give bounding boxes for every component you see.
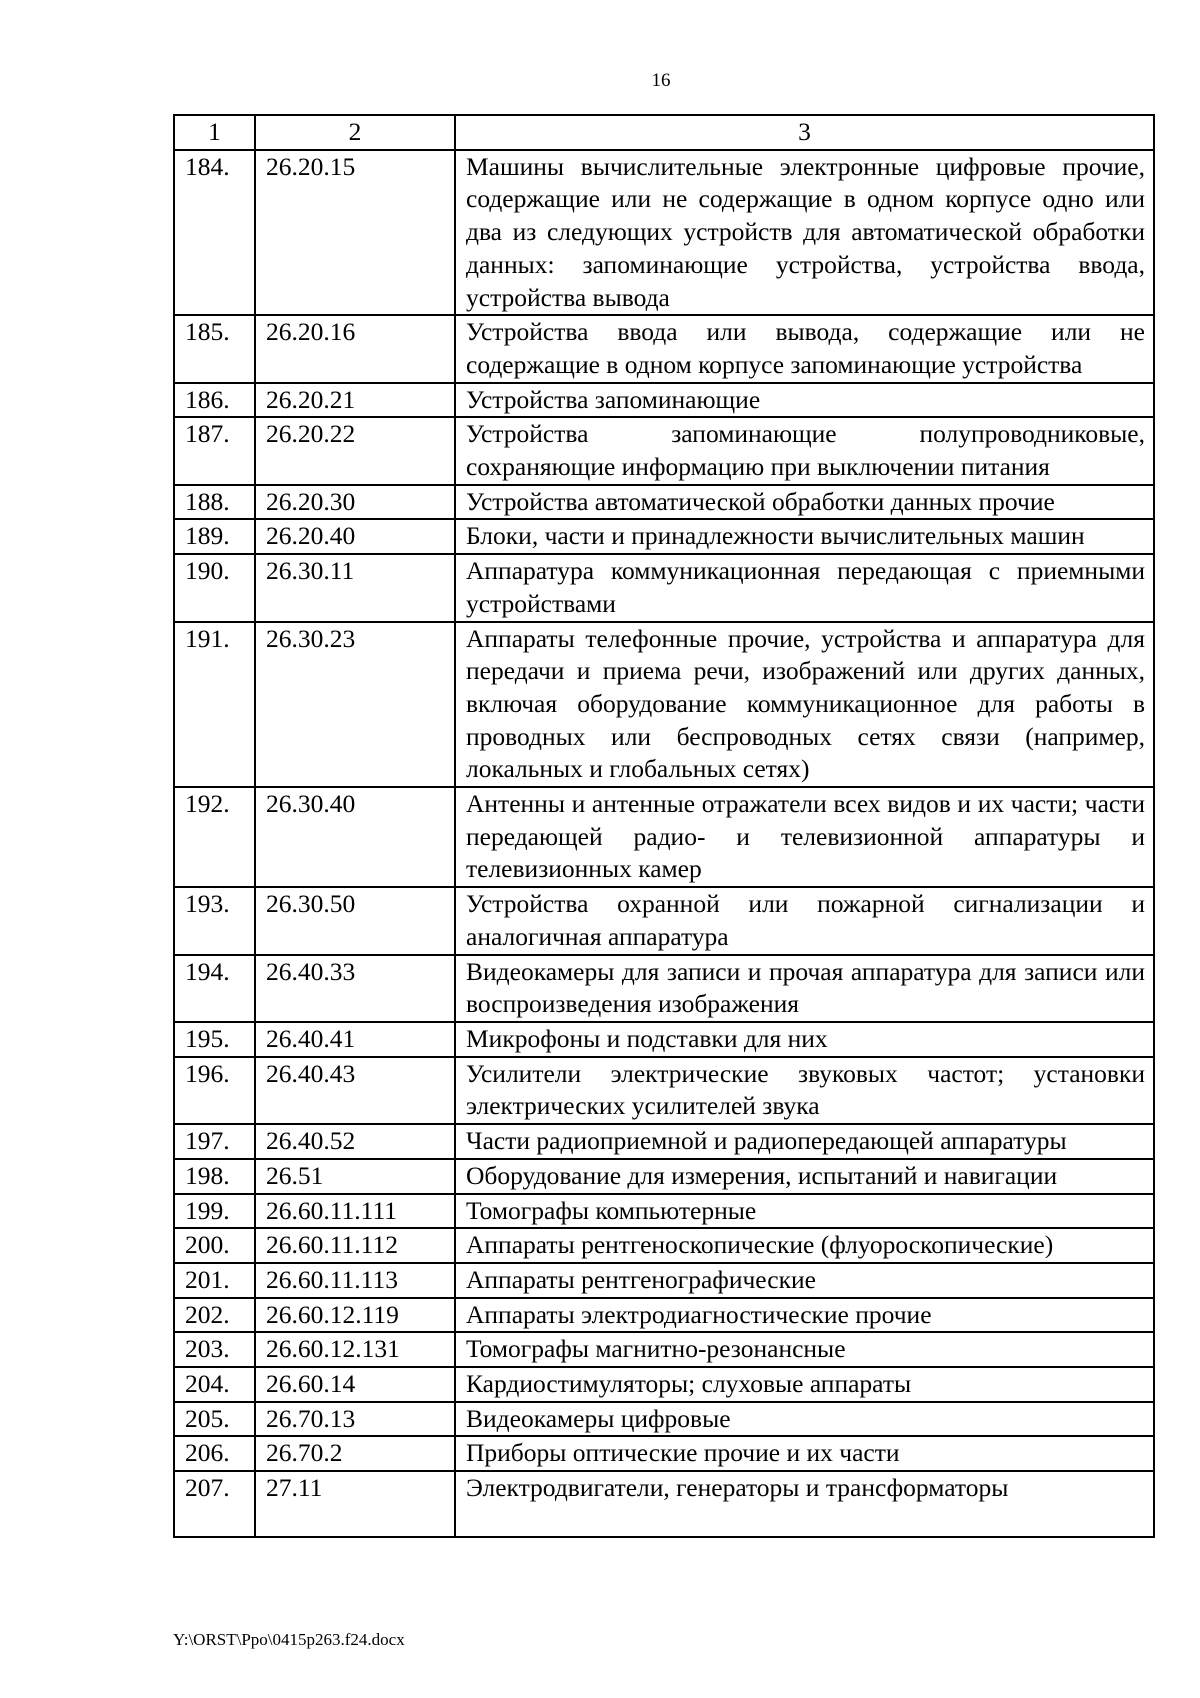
table-row bbox=[174, 150, 1154, 316]
row-code: 26.60.12.119 bbox=[255, 1298, 455, 1333]
table-row bbox=[174, 1057, 1154, 1124]
row-code: 26.20.40 bbox=[255, 519, 455, 554]
row-number: 195. bbox=[174, 1022, 255, 1057]
row-number: 201. bbox=[174, 1263, 255, 1298]
row-description: Устройства охранной или пожарной сигнализации и аналогичная аппаратура bbox=[455, 887, 1154, 954]
row-number: 184. bbox=[174, 150, 255, 316]
table-row bbox=[174, 383, 1154, 418]
row-description: Кардиостимуляторы; слуховые аппараты bbox=[455, 1367, 1154, 1402]
row-code: 26.40.52 bbox=[255, 1124, 455, 1159]
row-code: 26.70.2 bbox=[255, 1436, 455, 1471]
row-number: 193. bbox=[174, 887, 255, 954]
row-description: Части радиоприемной и радиопередающей аппаратуры bbox=[455, 1124, 1154, 1159]
row-description: Аппараты рентгеноскопические (флуороскопические) bbox=[455, 1228, 1154, 1263]
row-code: 26.51 bbox=[255, 1159, 455, 1194]
table-row bbox=[174, 955, 1154, 1022]
header-col-2: 2 bbox=[255, 115, 455, 150]
row-description: Аппаратура коммуникационная передающая с приемными устройствами bbox=[455, 554, 1154, 621]
table-row bbox=[174, 1298, 1154, 1333]
row-number: 203. bbox=[174, 1332, 255, 1367]
row-description: Видеокамеры для записи и прочая аппаратура для записи или воспроизведения изображения bbox=[455, 955, 1154, 1022]
row-code: 26.60.14 bbox=[255, 1367, 455, 1402]
row-code: 26.60.11.112 bbox=[255, 1228, 455, 1263]
table-row bbox=[174, 1436, 1154, 1471]
row-code: 26.40.33 bbox=[255, 955, 455, 1022]
table-row bbox=[174, 1402, 1154, 1437]
row-code: 26.30.40 bbox=[255, 787, 455, 887]
row-number: 189. bbox=[174, 519, 255, 554]
row-code: 26.60.11.113 bbox=[255, 1263, 455, 1298]
row-code: 26.20.15 bbox=[255, 150, 455, 316]
row-number: 191. bbox=[174, 622, 255, 788]
row-description: Аппараты телефонные прочие, устройства и аппаратура для передачи и приема речи, изображений или других данных, включая оборудование коммуникационное для работы в проводных или беспроводных сетях связи (например, локальных и глобальных сетях) bbox=[455, 622, 1154, 788]
table-header bbox=[174, 115, 1154, 150]
row-number: 202. bbox=[174, 1298, 255, 1333]
table-row bbox=[174, 1022, 1154, 1057]
table-row bbox=[174, 1124, 1154, 1159]
row-number: 190. bbox=[174, 554, 255, 621]
row-description: Электродвигатели, генераторы и трансформаторы bbox=[455, 1471, 1154, 1537]
row-description: Томографы компьютерные bbox=[455, 1194, 1154, 1229]
row-description: Антенны и антенные отражатели всех видов и их части; части передающей радио- и телевизионной аппаратуры и телевизионных камер bbox=[455, 787, 1154, 887]
row-number: 206. bbox=[174, 1436, 255, 1471]
row-number: 192. bbox=[174, 787, 255, 887]
row-number: 185. bbox=[174, 315, 255, 382]
table-row bbox=[174, 417, 1154, 484]
table-row bbox=[174, 485, 1154, 520]
header-row bbox=[174, 115, 1154, 150]
table-row bbox=[174, 1471, 1154, 1537]
row-number: 200. bbox=[174, 1228, 255, 1263]
row-number: 205. bbox=[174, 1402, 255, 1437]
row-description: Микрофоны и подставки для них bbox=[455, 1022, 1154, 1057]
row-number: 204. bbox=[174, 1367, 255, 1402]
row-code: 26.20.16 bbox=[255, 315, 455, 382]
row-number: 187. bbox=[174, 417, 255, 484]
row-number: 186. bbox=[174, 383, 255, 418]
table-row bbox=[174, 1159, 1154, 1194]
row-description: Томографы магнитно-резонансные bbox=[455, 1332, 1154, 1367]
row-number: 196. bbox=[174, 1057, 255, 1124]
row-code: 26.20.21 bbox=[255, 383, 455, 418]
footer-file-path: Y:\ORST\Ppo\0415p263.f24.docx bbox=[173, 1630, 405, 1649]
row-code: 26.60.11.111 bbox=[255, 1194, 455, 1229]
table-row bbox=[174, 622, 1154, 788]
row-code: 26.20.30 bbox=[255, 485, 455, 520]
row-description: Устройства запоминающие полупроводниковые, сохраняющие информацию при выключении питания bbox=[455, 417, 1154, 484]
table-row bbox=[174, 787, 1154, 887]
row-number: 197. bbox=[174, 1124, 255, 1159]
table-row bbox=[174, 1228, 1154, 1263]
row-number: 188. bbox=[174, 485, 255, 520]
row-code: 26.60.12.131 bbox=[255, 1332, 455, 1367]
row-description: Усилители электрические звуковых частот; установки электрических усилителей звука bbox=[455, 1057, 1154, 1124]
row-code: 26.20.22 bbox=[255, 417, 455, 484]
table-row bbox=[174, 1263, 1154, 1298]
row-description: Приборы оптические прочие и их части bbox=[455, 1436, 1154, 1471]
row-description: Оборудование для измерения, испытаний и навигации bbox=[455, 1159, 1154, 1194]
page-number: 16 bbox=[651, 70, 671, 91]
row-number: 198. bbox=[174, 1159, 255, 1194]
table-row bbox=[174, 1367, 1154, 1402]
table-row bbox=[174, 315, 1154, 382]
header-col-1: 1 bbox=[174, 115, 255, 150]
row-code: 26.40.41 bbox=[255, 1022, 455, 1057]
row-description: Устройства автоматической обработки данных прочие bbox=[455, 485, 1154, 520]
row-description: Видеокамеры цифровые bbox=[455, 1402, 1154, 1437]
row-code: 26.30.11 bbox=[255, 554, 455, 621]
row-code: 26.70.13 bbox=[255, 1402, 455, 1437]
row-number: 199. bbox=[174, 1194, 255, 1229]
row-code: 26.30.23 bbox=[255, 622, 455, 788]
header-col-3: 3 bbox=[455, 115, 1154, 150]
table-row bbox=[174, 1332, 1154, 1367]
row-description: Аппараты рентгенографические bbox=[455, 1263, 1154, 1298]
table-body bbox=[174, 150, 1154, 1537]
row-code: 27.11 bbox=[255, 1471, 455, 1537]
row-code: 26.40.43 bbox=[255, 1057, 455, 1124]
table-row bbox=[174, 887, 1154, 954]
row-number: 194. bbox=[174, 955, 255, 1022]
row-number: 207. bbox=[174, 1471, 255, 1537]
table-row bbox=[174, 554, 1154, 621]
row-description: Блоки, части и принадлежности вычислительных машин bbox=[455, 519, 1154, 554]
table-row bbox=[174, 519, 1154, 554]
row-description: Машины вычислительные электронные цифровые прочие, содержащие или не содержащие в одном корпусе одно или два из следующих устройств для автоматической обработки данных: запоминающие устройства, устройства ввода, устройства вывода bbox=[455, 150, 1154, 316]
products-table bbox=[173, 114, 1155, 1538]
row-description: Устройства запоминающие bbox=[455, 383, 1154, 418]
row-code: 26.30.50 bbox=[255, 887, 455, 954]
table-row bbox=[174, 1194, 1154, 1229]
row-description: Аппараты электродиагностические прочие bbox=[455, 1298, 1154, 1333]
row-description: Устройства ввода или вывода, содержащие или не содержащие в одном корпусе запоминающие устройства bbox=[455, 315, 1154, 382]
